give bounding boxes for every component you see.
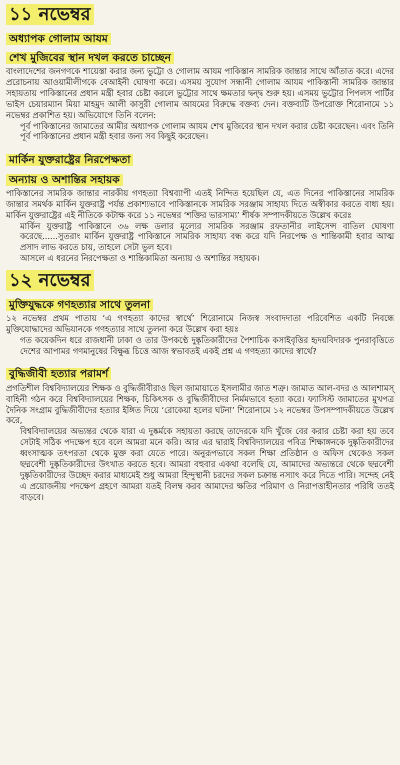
paragraph: ১২ নভেম্বর প্রথম পাতায় ‘এ গণহত্যা কাদের স্বার্থে’ শিরোনামে নিজস্ব সংবাদদাতা পরিবেশিত একটি নিবন্ধে মুক্তিযোদ্ধাদের অভিযানকে গণহত্যার সাথে তুলনা করে উল্লেখ করা হয়ঃ — [6, 312, 394, 334]
section-nov-12 — [6, 270, 394, 356]
section-subheadline: অন্যায় ও অশান্তির সহায়ক — [6, 174, 123, 186]
section-headline: শেখ মুজিবের স্থান দখল করতে চাচ্ছেন — [6, 52, 174, 64]
section-headline: মার্কিন যুক্তরাষ্ট্রের নিরপেক্ষতা — [6, 154, 133, 166]
section-headline: বুদ্ধিজীবী হত্যার পরামর্শ — [6, 368, 111, 380]
section-date: ১২ নভেম্বর — [6, 270, 94, 291]
quote-paragraph: গত কয়েকদিন ধরে রাজধানী ঢাকা ও তার উপকণ্ঠে দুষ্কৃতিকারীদের পৈশাচিক কসাইবৃত্তির হৃদয়বিদারক পুনরাবৃত্তিতে দেশের আপামর গণমানুষের বিক্ষুব্ধ চিত্তে আজ স্বভাবতই একই প্রশ্ন এ গণহত্যা কাদের স্বার্থে? — [20, 334, 394, 356]
section-headline: মুক্তিযুদ্ধকে গণহত্যার সাথে তুলনা — [6, 299, 153, 311]
quote-paragraph: পূর্ব পাকিস্তানের জামাতের আমীর অধ্যাপক গোলাম আযম শেখ মুজিবের স্থান দখল করার চেষ্টা করেছেন। এবং তিনি পূর্ব পাকিস্তানের প্রধান মন্ত্রী হবার জন্য সব কিছুই করেছেন। — [20, 120, 394, 142]
quote-paragraph: আসলে এ ধরনের নিরপেক্ষতা ও শান্তিকামিতা অন্যায় ও অশান্তির সহায়ক। — [20, 253, 260, 264]
paragraph: পাকিস্তানের সামরিক জান্তার নারকীয় গণহত্যা বিশ্বব্যাপী এতই নিন্দিত হয়েছিল যে, এত দিনের পাকিস্তানের সামরিক জান্তার সমর্থক মার্কিন যুক্তরাষ্ট্র পর্যন্ত প্রকাশ্যভাবে পাকিস্তানকে সামরিক সরঞ্জাম সাহায্য দিতে অস্বীকার করতে বাধ্য হয়। মার্কিন যুক্তরাষ্ট্রের এই নীতিকে কটাক্ষ করে ১১ নভেম্বর ‘শক্তির ভারসাম্য’ শীর্ষক সম্পাদকীয়তে উল্লেখ করেঃ — [6, 187, 394, 220]
section-date: ১১ নভেম্বর — [6, 4, 94, 25]
section-author: অধ্যাপক গোলাম আযম — [6, 33, 111, 45]
paragraph: প্রগতিশীল বিশ্ববিদ্যালয়ের শিক্ষক ও বুদ্ধিজীবীরাও ছিল জামায়াতে ইসলামীর জাত শত্রু। জামাত আল-বদর ও আলশামস্ বাহিনী গঠন করে বিশ্ববিদ্যালয়ের শিক্ষক, চিকিৎসক ও বুদ্ধিজীবীদের নির্মমভাবে হত্যা করে। ফ্যাসিস্ট জামাতের মুখপত্র দৈনিক সংগ্রাম বুদ্ধিজীবীদের হত্যার ইঙ্গিত দিয়ে ‘রোকেয়া হলের ঘটনা’ শিরোনামে ১২ নভেম্বর উপসম্পাদকীয়তে উল্লেখ করে, — [6, 382, 394, 426]
quote-paragraph: বিশ্ববিদ্যালয়ের অভ্যন্তর থেকে যারা এ দুষ্কর্মকে সহায়তা করছে তাদেরকে যদি খুঁজে বের করার চেষ্টা করা হয় তবে সেটাই সঠিক পদক্ষেপ হবে বলে আমরা মনে করি। আর এর দ্বারাই বিশ্ববিদ্যালয়ের পবিত্র শিক্ষাঙ্গনকে দুষ্কৃতিকারীদের ধ্বংসাত্মক তৎপরতা থেকে মুক্ত করা যেতে পারে। অনুরূপভাবে সকল শিক্ষা প্রতিষ্ঠান ও অফিস থেকেও সকল ছদ্মবেশী দুষ্কৃতিকারীদের উৎখাত করতে হবে। আমরা বহুবার একথা বলেছি যে, আমাদের অভ্যন্তরে থেকে ছদ্মবেশী দুষ্কৃতিকারীদের উচ্ছেদ করার মাধ্যমেই শুধু আমরা হিন্দুস্থানী চরদের সকল চক্রান্ত নস্যাৎ করে দিতে পারি। সন্দেহ নেই এ প্রয়োজনীয় পদক্ষেপ গ্রহণে আমরা যতই বিলম্ব করব আমাদের ক্ষতির পরিমাণ ও নিরাপত্তাহীনতার পরিধি ততই বাড়বে। — [20, 426, 394, 502]
section-intellectual-killing — [6, 362, 394, 502]
paragraph: বাংলাদেশের জনগণকে শায়েস্তা করার জন্য ভুট্টো ও গোলাম আযম পাকিস্তান সামরিক জান্তার সাথে আঁতাত করে। এদের প্ররোচনায় আওয়ামীলীগকে বেআইনী ঘোষণা করে। এসময় সুযোগ সন্ধানী গোলাম আযম পাকিস্তানী সামরিক জান্তার সহায়তায় পাকিস্তানের প্রধান মন্ত্রী হবার চেষ্টা করলে ভুট্টোর সাথে ক্ষমতার দ্বন্দ্ব শুরু হয়। এসময় ভুট্টোর পিপলস পার্টির ভাইস চেয়ারম্যান মিয়া মাহমুদ আলী কাসুরী গোলাম আযমের বিরুদ্ধে বক্তব্য দেন। বক্তব্যটি উপরোক্ত শিরোনামে ১১ নভেম্বর প্রকাশিত হয়। অভিযোগে তিনি বলেন: — [6, 65, 394, 120]
section-us-neutrality — [6, 148, 394, 264]
section-nov-11 — [6, 4, 394, 142]
quote-paragraph: মার্কিন যুক্তরাষ্ট্র পাকিস্তানে ৩৬ লক্ষ ডলার মূল্যের সামরিক সরঞ্জাম রফতানীর লাইসেন্স বাতিল ঘোষণা করেছে......সুতরাং মার্কিন যুক্তরাষ্ট্র পাকিস্তানে সামরিক সাহায্য বন্ধ করে যদি নিরপেক্ষ ও শান্তিকামী হবার আত্ম প্রসাদ লাভ করতে চায়, তাহলে সেটা ভুল হবে। — [20, 220, 394, 253]
